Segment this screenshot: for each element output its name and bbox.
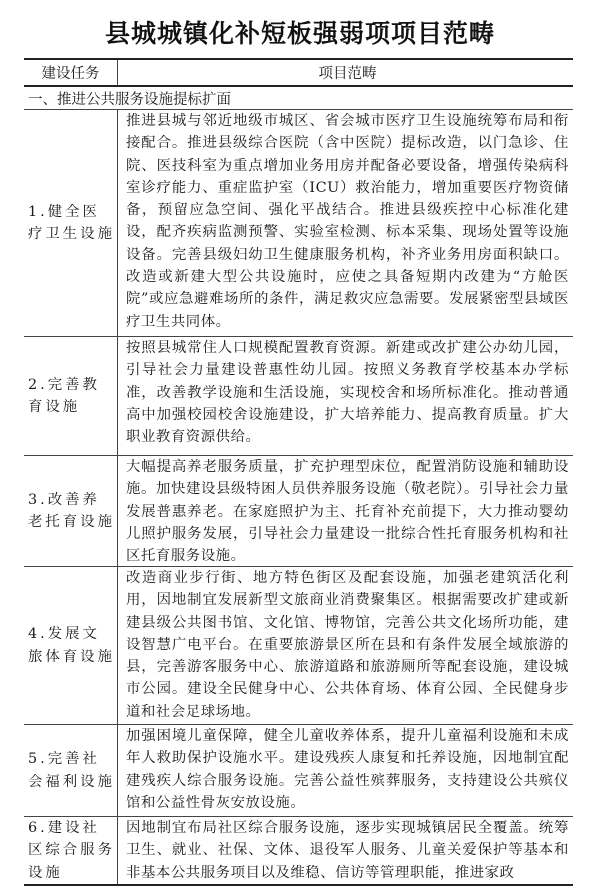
table-row — [24, 725, 573, 817]
header-task: 建设任务 — [24, 60, 118, 85]
scope-cell: 按照县城常住人口规模配置教育资源。新建或改扩建公办幼儿园，引导社会力量建设普惠性幼儿园。按照义务教育学校基本办学标准，改善教学设施和生活设施，实现校舍和场所标准化。推动普通高中加强校园校舍设施建设，扩大培养能力、提高教育质量。扩大职业教育资源供给。 — [126, 340, 569, 446]
table-row — [24, 817, 573, 884]
scope-cell: 改造商业步行街、地方特色街区及配套设施，加强老建筑活化利用，因地制宜发展新型文旅商业消费聚集区。根据需要改扩建或新建县级公共图书馆、文化馆、博物馆，完善公共文化场所功能，建设智慧广电平台。在重要旅游景区所在县和有条件发展全域旅游的县，完善游客服务中心、旅游道路和旅游厕所等配套设施，建设城市公园。建设全民健身中心、公共体育场、体育公园、全民健身步道和社会足球场地。 — [126, 570, 569, 720]
project-scope-table — [24, 58, 573, 886]
table-header-row — [24, 60, 573, 87]
table-row — [24, 337, 573, 456]
table-row — [24, 110, 573, 337]
task-cell: 4.发展文旅体育设施 — [28, 626, 115, 665]
table-row — [24, 567, 573, 725]
task-cell: 5.完善社会福利设施 — [28, 751, 115, 790]
task-cell: 6.建设社区综合服务设施 — [28, 820, 115, 881]
task-cell: 2.完善教育设施 — [28, 376, 100, 415]
section-heading: 一、推进公共服务设施提标扩面 — [24, 87, 573, 110]
scope-cell: 推进县城与邻近地级市城区、省会城市医疗卫生设施统筹布局和衔接配合。推进县级综合医院（含中医院）提标改造，以门急诊、住院、医技科室为重点增加业务用房并配备必要设备，增强传染病科室诊疗能力、重症监护室（ICU）救治能力，增加重要医疗物资储备，预留应急空间、强化平战结合。推进县级疾控中心标准化建设，配齐疾病监测预警、实验室检测、标本采集、现场处置等设施设备。完善县级妇幼卫生健康服务机构，补齐业务用房面积缺口。改造或新建大型公共设施时，应使之具备短期内改建为“方舱医院”或应急避难场所的条件，满足救灾应急需要。发展紧密型县域医疗卫生共同体。 — [126, 113, 569, 330]
task-cell: 1.健全医疗卫生设施 — [28, 203, 115, 242]
scope-cell: 加强困境儿童保障，健全儿童收养体系，提升儿童福利设施和未成年人救助保护设施水平。建设残疾人康复和托养设施，因地制宜配建残疾人综合服务设施。完善公益性殡葬服务，支持建设公共殡仪馆和公益性骨灰安放设施。 — [126, 728, 569, 811]
scope-cell: 因地制宜布局社区综合服务设施，逐步实现城镇居民全覆盖。统筹卫生、就业、社保、文体、退役军人服务、儿童关爱保护等基本和非基本公共服务项目以及维稳、信访等管理职能，推进家政 — [126, 820, 569, 881]
scope-cell: 大幅提高养老服务质量，扩充护理型床位，配置消防设施和辅助设施。加快建设县级特困人员供养服务设施（敬老院）。引导社会力量发展普惠养老。在家庭照护为主、托育补充前提下，大力推动婴幼儿照护服务发展，引导社会力量建设一批综合性托育服务机构和社区托育服务设施。 — [126, 459, 569, 565]
document-title: 县城城镇化补短板强弱项项目范畴 — [104, 19, 495, 48]
header-scope: 项目范畴 — [318, 66, 377, 82]
task-cell: 3.改善养老托育设施 — [28, 491, 115, 530]
table-row — [24, 456, 573, 567]
